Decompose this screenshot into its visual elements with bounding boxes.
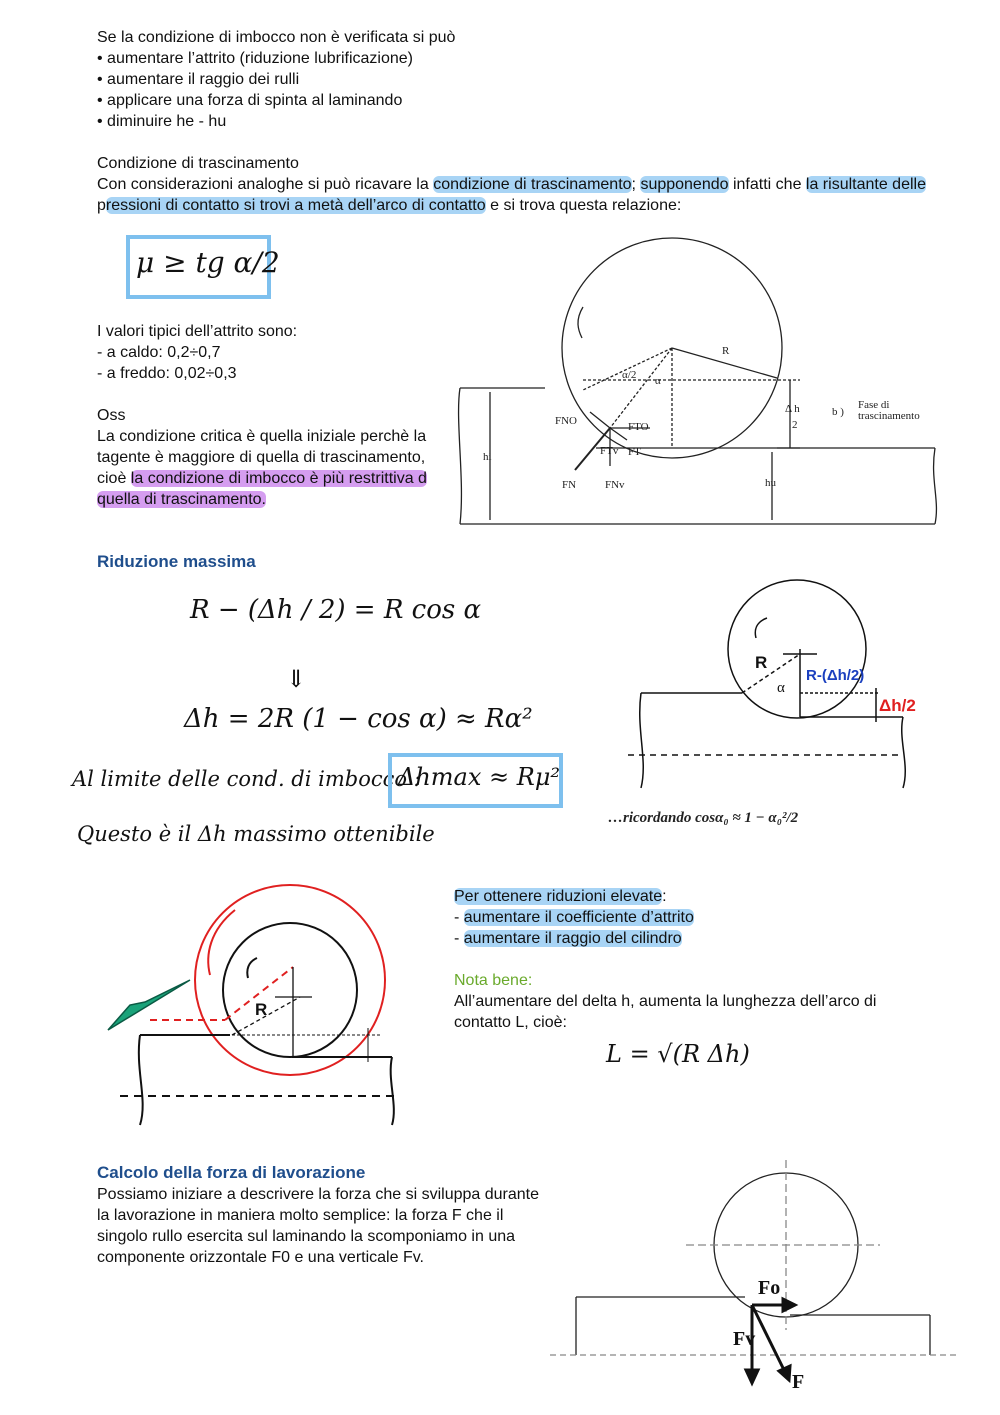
- label-dh2: Δh/2: [879, 696, 916, 715]
- text-run: -: [454, 909, 464, 926]
- label-FNv: FNv: [605, 479, 625, 491]
- oss-title: Oss: [97, 407, 126, 424]
- label-fase: Fase di: [858, 399, 890, 411]
- equation-arrow: ⇓: [286, 665, 307, 693]
- attrito-freddo: - a freddo: 0,02÷0,3: [97, 365, 237, 382]
- text-run: -: [454, 930, 464, 947]
- heading-riduzione: Riduzione massima: [97, 552, 256, 571]
- formula-L: L = √(R Δh): [606, 1040, 750, 1068]
- label-FT: FT: [628, 446, 641, 458]
- nota-line: All’aumentare del delta h, aumenta la lunghezza dell’arco di: [454, 993, 877, 1010]
- label-dh: Δ h: [785, 403, 800, 415]
- limit-note: Questo è il Δh massimo ottenibile: [77, 822, 435, 846]
- intro-bullet: • diminuire he - hu: [97, 113, 227, 130]
- text-run: cioè: [97, 470, 131, 487]
- limit-formula: Δhmax ≈ Rμ²: [398, 763, 561, 791]
- ricordando-formula: …ricordando cosα₀ ≈ 1 − α₀²/2: [608, 810, 799, 826]
- text-run: p: [97, 197, 106, 214]
- label-alpha: α: [655, 375, 661, 387]
- highlight: aumentare il raggio del cilindro: [463, 930, 682, 947]
- label-b: b ): [832, 406, 844, 418]
- heading-forza: Calcolo della forza di lavorazione: [97, 1163, 366, 1182]
- attrito-title: I valori tipici dell’attrito sono:: [97, 323, 298, 340]
- highlight: condizione di trascinamento: [433, 176, 632, 193]
- label-FTO: FTO: [628, 421, 649, 433]
- highlight: Per ottenere riduzioni elevate: [454, 888, 663, 905]
- oss-line: tagente è maggiore di quella di trascinamento,: [97, 449, 426, 466]
- section-title: Condizione di trascinamento: [97, 155, 299, 172]
- intro-bullet: • aumentare l’attrito (riduzione lubrificazione): [97, 50, 413, 67]
- label-R: R: [722, 345, 730, 357]
- label-R: R: [255, 1000, 268, 1019]
- forza-line: singolo rullo esercita sul laminando la scomponiamo in una: [97, 1228, 516, 1245]
- text-run: e si trova questa relazione:: [485, 197, 682, 214]
- text-run: Con considerazioni analoghe si può ricavare la: [97, 176, 434, 193]
- nota-bene: Nota bene:: [454, 972, 533, 989]
- text-run: ;: [631, 176, 641, 193]
- label-alpha-half: α/2: [622, 369, 637, 381]
- equation-2: Δh = 2R (1 − cos α) ≈ Rα²: [184, 704, 533, 734]
- text-run: :: [662, 888, 667, 905]
- forza-line: componente orizzontale F0 e una verticale Fv.: [97, 1249, 424, 1266]
- label-FTv: FTv: [600, 445, 619, 457]
- formula-trascinamento: μ ≥ tg α/2: [136, 246, 280, 279]
- label-Fo: Fo: [758, 1277, 781, 1299]
- oss-line: La condizione critica è quella iniziale perchè la: [97, 428, 427, 445]
- intro-line: Se la condizione di imbocco non è verificata si può: [97, 29, 456, 46]
- label-FNO: FNO: [555, 415, 578, 427]
- intro-bullet: • applicare una forza di spinta al laminando: [97, 92, 403, 109]
- highlight: supponendo: [640, 176, 729, 193]
- label-R: R: [755, 653, 768, 672]
- label-F: F: [792, 1371, 805, 1393]
- limit-text: Al limite delle cond. di imbocco :: [72, 767, 421, 791]
- label-hi: hi: [483, 451, 492, 463]
- highlight: la risultante delle: [805, 176, 926, 193]
- nota-line: contatto L, cioè:: [454, 1014, 567, 1031]
- forza-line: la lavorazione in maniera molto semplice: la forza F che il: [97, 1207, 504, 1224]
- forza-line: Possiamo iniziare a descrivere la forza che si sviluppa durante: [97, 1186, 539, 1203]
- highlight: aumentare il coefficiente d’attrito: [463, 909, 694, 926]
- highlight: ressioni di contatto si trovi a metà dell’arco di contatto: [105, 197, 486, 214]
- label-r-dh: R-(Δh/2): [806, 667, 865, 684]
- highlight: quella di trascinamento.: [97, 491, 266, 508]
- text-run: infatti che: [728, 176, 806, 193]
- label-alpha: α: [777, 680, 785, 696]
- equation-1: R − (Δh / 2) = R cos α: [190, 595, 482, 625]
- intro-bullet: • aumentare il raggio dei rulli: [97, 71, 300, 88]
- label-Fv: Fv: [733, 1328, 756, 1350]
- label-hu: hu: [765, 477, 776, 489]
- highlight: la condizione di imbocco è più restrittiva d: [130, 470, 427, 487]
- label-FN: FN: [562, 479, 577, 491]
- attrito-caldo: - a caldo: 0,2÷0,7: [97, 344, 221, 361]
- label-two: 2: [792, 419, 798, 431]
- label-trascinamento: trascinamento: [858, 410, 920, 422]
